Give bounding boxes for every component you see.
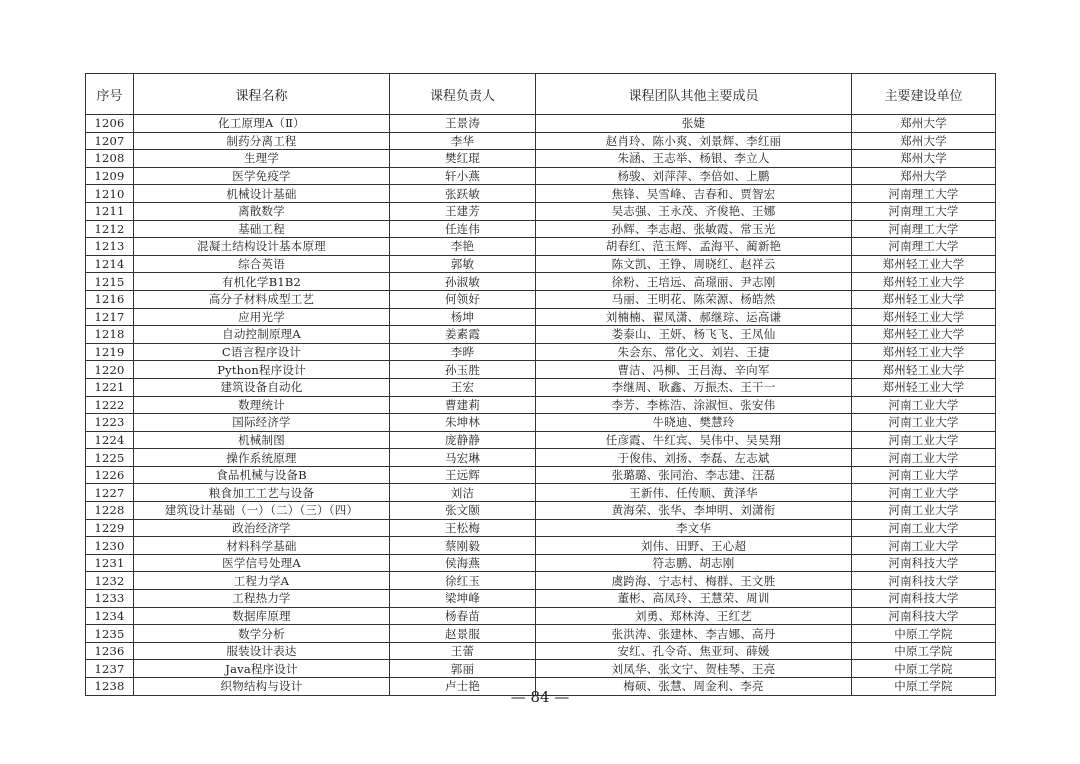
cell-team-members: 符志鹏、胡志刚 <box>536 554 852 572</box>
cell-serial-number: 1237 <box>86 660 134 678</box>
header-course-lead: 课程负责人 <box>390 74 536 115</box>
cell-course-name: 自动控制原理A <box>134 326 390 344</box>
cell-team-members: 赵肖玲、陈小爽、刘景辉、李红丽 <box>536 132 852 150</box>
cell-main-unit: 中原工学院 <box>852 660 996 678</box>
table-row <box>86 132 996 150</box>
cell-course-name: 机械制图 <box>134 431 390 449</box>
table-row <box>86 625 996 643</box>
cell-main-unit: 河南科技大学 <box>852 572 996 590</box>
cell-serial-number: 1229 <box>86 519 134 537</box>
cell-course-name: 工程热力学 <box>134 590 390 608</box>
cell-team-members: 梅硕、张慧、周金利、李亮 <box>536 678 852 696</box>
cell-main-unit: 郑州轻工业大学 <box>852 273 996 291</box>
cell-course-name: C语言程序设计 <box>134 343 390 361</box>
cell-course-lead: 徐红玉 <box>390 572 536 590</box>
cell-course-lead: 轩小燕 <box>390 167 536 185</box>
table-row <box>86 273 996 291</box>
cell-team-members: 胡春红、范玉辉、孟海平、蔺新艳 <box>536 238 852 256</box>
cell-serial-number: 1220 <box>86 361 134 379</box>
cell-team-members: 虞跨海、宁志村、梅群、王文胜 <box>536 572 852 590</box>
cell-team-members: 孙辉、李志超、张敏霞、常玉光 <box>536 220 852 238</box>
cell-team-members: 刘凤华、张文宁、贺桂琴、王亮 <box>536 660 852 678</box>
cell-course-name: 基础工程 <box>134 220 390 238</box>
cell-main-unit: 河南理工大学 <box>852 220 996 238</box>
table-row <box>86 660 996 678</box>
table-row <box>86 308 996 326</box>
cell-main-unit: 郑州大学 <box>852 132 996 150</box>
cell-course-lead: 曹建莉 <box>390 396 536 414</box>
cell-course-name: 应用光学 <box>134 308 390 326</box>
cell-course-lead: 梁坤峰 <box>390 590 536 608</box>
cell-serial-number: 1232 <box>86 572 134 590</box>
cell-serial-number: 1226 <box>86 466 134 484</box>
cell-course-lead: 刘洁 <box>390 484 536 502</box>
cell-team-members: 于俊伟、刘扬、李磊、左志斌 <box>536 449 852 467</box>
cell-course-lead: 孙淑敏 <box>390 273 536 291</box>
cell-serial-number: 1222 <box>86 396 134 414</box>
cell-serial-number: 1207 <box>86 132 134 150</box>
table-row <box>86 502 996 520</box>
cell-main-unit: 河南工业大学 <box>852 466 996 484</box>
cell-course-lead: 卢士艳 <box>390 678 536 696</box>
cell-course-name: 离散数学 <box>134 202 390 220</box>
cell-course-name: 有机化学B1B2 <box>134 273 390 291</box>
cell-course-lead: 马宏琳 <box>390 449 536 467</box>
cell-team-members: 焦锋、吴雪峰、吉春和、贾智宏 <box>536 185 852 203</box>
cell-course-name: 数理统计 <box>134 396 390 414</box>
cell-main-unit: 中原工学院 <box>852 642 996 660</box>
cell-course-lead: 朱坤林 <box>390 414 536 432</box>
cell-serial-number: 1219 <box>86 343 134 361</box>
cell-serial-number: 1216 <box>86 290 134 308</box>
cell-course-name: 制药分离工程 <box>134 132 390 150</box>
cell-course-name: 织物结构与设计 <box>134 678 390 696</box>
cell-team-members: 董彬、高凤玲、王慧荣、周训 <box>536 590 852 608</box>
cell-serial-number: 1212 <box>86 220 134 238</box>
table-body <box>86 115 996 696</box>
cell-course-name: 政治经济学 <box>134 519 390 537</box>
cell-team-members: 张婕 <box>536 115 852 133</box>
cell-team-members: 张璐璐、张同治、李志建、汪磊 <box>536 466 852 484</box>
cell-serial-number: 1236 <box>86 642 134 660</box>
cell-course-lead: 杨春苗 <box>390 607 536 625</box>
cell-main-unit: 河南工业大学 <box>852 519 996 537</box>
page-number: — 84 — <box>510 688 570 706</box>
cell-course-lead: 李艳 <box>390 238 536 256</box>
cell-main-unit: 中原工学院 <box>852 678 996 696</box>
header-team-members: 课程团队其他主要成员 <box>536 74 852 115</box>
cell-main-unit: 河南理工大学 <box>852 185 996 203</box>
cell-course-name: Java程序设计 <box>134 660 390 678</box>
table-row <box>86 185 996 203</box>
cell-serial-number: 1214 <box>86 255 134 273</box>
cell-course-lead: 李华 <box>390 132 536 150</box>
cell-course-lead: 张跃敏 <box>390 185 536 203</box>
header-course-name: 课程名称 <box>134 74 390 115</box>
cell-course-lead: 孙玉胜 <box>390 361 536 379</box>
cell-course-name: 工程力学A <box>134 572 390 590</box>
cell-main-unit: 河南工业大学 <box>852 537 996 555</box>
cell-course-lead: 郭丽 <box>390 660 536 678</box>
cell-main-unit: 郑州大学 <box>852 115 996 133</box>
cell-main-unit: 郑州轻工业大学 <box>852 290 996 308</box>
table-row <box>86 167 996 185</box>
cell-course-lead: 王建芳 <box>390 202 536 220</box>
cell-main-unit: 河南理工大学 <box>852 202 996 220</box>
cell-serial-number: 1209 <box>86 167 134 185</box>
cell-course-name: 医学免疫学 <box>134 167 390 185</box>
cell-serial-number: 1231 <box>86 554 134 572</box>
cell-course-name: 建筑设备自动化 <box>134 378 390 396</box>
cell-main-unit: 郑州轻工业大学 <box>852 361 996 379</box>
cell-serial-number: 1206 <box>86 115 134 133</box>
cell-team-members: 朱会东、常化文、刘岩、王捷 <box>536 343 852 361</box>
cell-serial-number: 1213 <box>86 238 134 256</box>
cell-main-unit: 郑州轻工业大学 <box>852 308 996 326</box>
cell-team-members: 刘伟、田野、王心超 <box>536 537 852 555</box>
cell-serial-number: 1228 <box>86 502 134 520</box>
cell-team-members: 刘勇、郑林涛、王红艺 <box>536 607 852 625</box>
cell-serial-number: 1223 <box>86 414 134 432</box>
cell-main-unit: 河南科技大学 <box>852 590 996 608</box>
cell-course-lead: 庞静静 <box>390 431 536 449</box>
cell-team-members: 马丽、王明花、陈荣源、杨皓然 <box>536 290 852 308</box>
table-row <box>86 414 996 432</box>
table-row <box>86 484 996 502</box>
course-table <box>85 73 996 696</box>
cell-serial-number: 1225 <box>86 449 134 467</box>
cell-course-name: 建筑设计基础（一）（二）（三）（四） <box>134 502 390 520</box>
table-row <box>86 396 996 414</box>
cell-team-members: 杨骏、刘萍萍、李倍如、上鹏 <box>536 167 852 185</box>
cell-main-unit: 河南科技大学 <box>852 554 996 572</box>
cell-main-unit: 河南工业大学 <box>852 396 996 414</box>
table-row <box>86 554 996 572</box>
table-row <box>86 572 996 590</box>
cell-main-unit: 郑州轻工业大学 <box>852 255 996 273</box>
table-row <box>86 202 996 220</box>
cell-main-unit: 郑州大学 <box>852 150 996 168</box>
cell-course-lead: 侯海燕 <box>390 554 536 572</box>
cell-course-lead: 任连伟 <box>390 220 536 238</box>
cell-team-members: 王新伟、任传顺、黄泽华 <box>536 484 852 502</box>
cell-team-members: 李芳、李栋浩、涂淑恒、张安伟 <box>536 396 852 414</box>
cell-course-lead: 王蕾 <box>390 642 536 660</box>
table-row <box>86 431 996 449</box>
cell-course-name: 粮食加工工艺与设备 <box>134 484 390 502</box>
cell-team-members: 安红、孔令奇、焦亚珂、薛媛 <box>536 642 852 660</box>
cell-team-members: 曹洁、冯柳、王吕海、辛向军 <box>536 361 852 379</box>
table-row <box>86 378 996 396</box>
cell-course-lead: 姜素霞 <box>390 326 536 344</box>
cell-course-lead: 蔡刚毅 <box>390 537 536 555</box>
cell-team-members: 娄泰山、王妍、杨飞飞、王凤仙 <box>536 326 852 344</box>
table-row <box>86 255 996 273</box>
cell-team-members: 牛晓迪、樊慧玲 <box>536 414 852 432</box>
table-row <box>86 449 996 467</box>
cell-main-unit: 郑州轻工业大学 <box>852 326 996 344</box>
table-row <box>86 326 996 344</box>
cell-team-members: 任彦霞、牛红宾、吴伟中、吴昊翔 <box>536 431 852 449</box>
table-row <box>86 238 996 256</box>
table-row <box>86 150 996 168</box>
table-row <box>86 519 996 537</box>
cell-course-lead: 何领好 <box>390 290 536 308</box>
cell-course-name: 生理学 <box>134 150 390 168</box>
cell-serial-number: 1211 <box>86 202 134 220</box>
cell-team-members: 朱涵、王志举、杨银、李立人 <box>536 150 852 168</box>
cell-course-name: 综合英语 <box>134 255 390 273</box>
cell-course-name: 数学分析 <box>134 625 390 643</box>
cell-team-members: 张洪涛、张建林、李吉娜、高丹 <box>536 625 852 643</box>
cell-team-members: 徐粉、王培远、高璟丽、尹志刚 <box>536 273 852 291</box>
table-row <box>86 607 996 625</box>
cell-main-unit: 河南工业大学 <box>852 484 996 502</box>
cell-course-lead: 王远辉 <box>390 466 536 484</box>
cell-main-unit: 河南工业大学 <box>852 414 996 432</box>
header-main-unit: 主要建设单位 <box>852 74 996 115</box>
cell-serial-number: 1208 <box>86 150 134 168</box>
cell-course-lead: 杨坤 <box>390 308 536 326</box>
cell-main-unit: 河南工业大学 <box>852 431 996 449</box>
cell-main-unit: 河南工业大学 <box>852 449 996 467</box>
cell-team-members: 陈文凯、王铮、周晓红、赵祥云 <box>536 255 852 273</box>
cell-serial-number: 1224 <box>86 431 134 449</box>
cell-course-name: 高分子材料成型工艺 <box>134 290 390 308</box>
cell-course-name: 数据库原理 <box>134 607 390 625</box>
table-row <box>86 220 996 238</box>
cell-serial-number: 1230 <box>86 537 134 555</box>
cell-team-members: 黄海荣、张华、李坤明、刘潇衔 <box>536 502 852 520</box>
cell-team-members: 吴志强、王永茂、齐俊艳、王娜 <box>536 202 852 220</box>
cell-serial-number: 1235 <box>86 625 134 643</box>
cell-main-unit: 河南工业大学 <box>852 502 996 520</box>
cell-serial-number: 1210 <box>86 185 134 203</box>
table-row <box>86 343 996 361</box>
cell-team-members: 李继周、耿鑫、万振杰、王干一 <box>536 378 852 396</box>
cell-course-name: 机械设计基础 <box>134 185 390 203</box>
cell-serial-number: 1234 <box>86 607 134 625</box>
cell-course-lead: 王景涛 <box>390 115 536 133</box>
table-row <box>86 290 996 308</box>
cell-serial-number: 1221 <box>86 378 134 396</box>
cell-course-lead: 李晔 <box>390 343 536 361</box>
cell-course-name: Python程序设计 <box>134 361 390 379</box>
table-header-row <box>86 74 996 115</box>
cell-course-lead: 樊红琨 <box>390 150 536 168</box>
cell-serial-number: 1227 <box>86 484 134 502</box>
cell-course-lead: 赵景服 <box>390 625 536 643</box>
cell-course-name: 服装设计表达 <box>134 642 390 660</box>
table-row <box>86 590 996 608</box>
cell-course-name: 操作系统原理 <box>134 449 390 467</box>
cell-course-name: 国际经济学 <box>134 414 390 432</box>
cell-main-unit: 河南理工大学 <box>852 238 996 256</box>
cell-course-lead: 郭敏 <box>390 255 536 273</box>
cell-main-unit: 郑州大学 <box>852 167 996 185</box>
cell-main-unit: 河南科技大学 <box>852 607 996 625</box>
table-row <box>86 642 996 660</box>
cell-main-unit: 中原工学院 <box>852 625 996 643</box>
cell-serial-number: 1215 <box>86 273 134 291</box>
table-row <box>86 537 996 555</box>
cell-course-name: 食品机械与设备B <box>134 466 390 484</box>
cell-team-members: 刘楠楠、翟凤潇、郝继琮、运高谦 <box>536 308 852 326</box>
cell-course-name: 化工原理A（Ⅱ） <box>134 115 390 133</box>
cell-course-name: 医学信号处理A <box>134 554 390 572</box>
cell-course-name: 材料科学基础 <box>134 537 390 555</box>
table-row <box>86 361 996 379</box>
cell-main-unit: 郑州轻工业大学 <box>852 343 996 361</box>
cell-course-name: 混凝土结构设计基本原理 <box>134 238 390 256</box>
cell-course-lead: 张文颐 <box>390 502 536 520</box>
cell-serial-number: 1238 <box>86 678 134 696</box>
cell-team-members: 李文华 <box>536 519 852 537</box>
header-serial-number: 序号 <box>86 74 134 115</box>
cell-serial-number: 1233 <box>86 590 134 608</box>
cell-main-unit: 郑州轻工业大学 <box>852 378 996 396</box>
table-row <box>86 466 996 484</box>
cell-serial-number: 1218 <box>86 326 134 344</box>
cell-serial-number: 1217 <box>86 308 134 326</box>
table-row <box>86 115 996 133</box>
cell-course-lead: 王宏 <box>390 378 536 396</box>
cell-course-lead: 王松梅 <box>390 519 536 537</box>
